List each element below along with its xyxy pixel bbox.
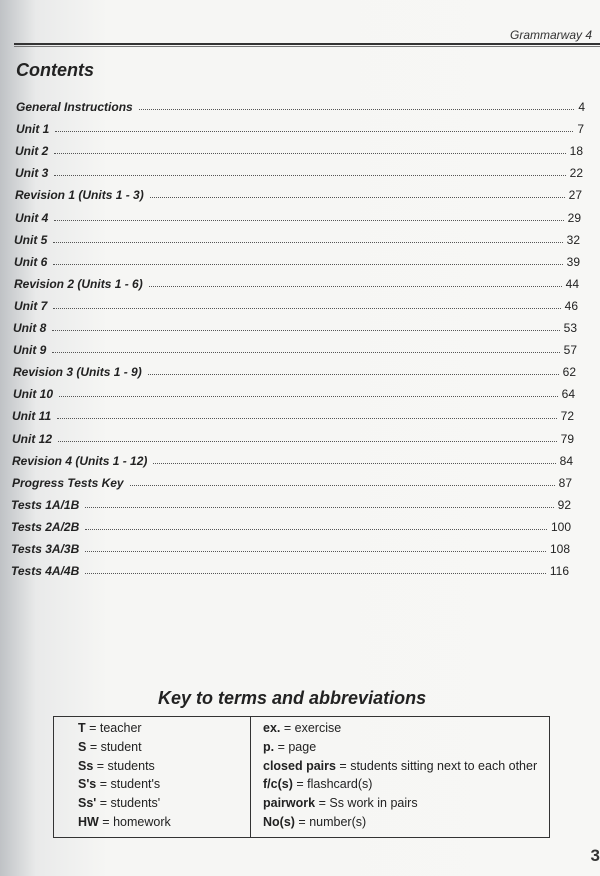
toc-entry-page: 64 xyxy=(561,387,575,402)
key-definition: = page xyxy=(274,739,317,754)
toc-entry-label: Tests 2A/2B xyxy=(11,519,80,534)
toc-leader-dots xyxy=(85,506,553,508)
toc-leader-dots xyxy=(130,484,555,486)
toc-entry-title xyxy=(12,454,147,468)
toc-entry-title xyxy=(14,299,47,313)
toc-entry-title xyxy=(12,476,124,490)
key-entry xyxy=(78,759,155,773)
toc-leader-dots xyxy=(148,373,559,375)
toc-entry-label: Revision 4 xyxy=(12,453,73,468)
toc-entry-page: 39 xyxy=(566,254,580,269)
toc-entry-title xyxy=(16,122,49,136)
toc-entry-title xyxy=(11,564,79,578)
toc-leader-dots xyxy=(59,395,558,397)
key-term: p. xyxy=(263,739,275,754)
toc-entry-page: 44 xyxy=(565,276,579,291)
toc-entry-label: Unit 12 xyxy=(12,431,53,446)
key-entry xyxy=(78,721,142,735)
toc-entry xyxy=(15,162,583,180)
toc-leader-dots xyxy=(153,462,555,464)
toc-entry-label: Revision 2 xyxy=(14,276,75,291)
toc-entry-label: Unit 5 xyxy=(14,232,48,247)
toc-entry xyxy=(14,273,579,291)
toc-entry xyxy=(11,538,570,556)
toc-entry-page: 7 xyxy=(577,122,584,137)
toc-leader-dots xyxy=(53,307,560,309)
toc-entry-range: (Units 1 - 6) xyxy=(74,276,143,291)
key-definition: = student xyxy=(86,739,142,754)
toc-entry-label: Unit 4 xyxy=(15,210,49,225)
key-entry xyxy=(263,777,372,791)
header-rule xyxy=(14,43,600,45)
toc-entry-title xyxy=(16,100,133,114)
toc-entry xyxy=(13,339,577,357)
toc-entry-page: 32 xyxy=(566,232,580,247)
toc-entry-title xyxy=(13,365,142,379)
toc-leader-dots xyxy=(52,329,559,331)
toc-entry xyxy=(13,361,576,379)
toc-entry-title xyxy=(11,498,79,512)
key-column-left xyxy=(54,717,251,837)
toc-entry-title xyxy=(14,255,47,269)
toc-entry-page: 116 xyxy=(549,564,569,579)
toc-entry-label: Tests 1A/1B xyxy=(11,497,80,512)
toc-entry-label: Unit 8 xyxy=(13,321,47,335)
toc-entry xyxy=(11,516,571,534)
toc-leader-dots xyxy=(85,528,547,530)
toc-entry xyxy=(12,450,573,468)
key-entry xyxy=(78,777,160,791)
toc-entry-title xyxy=(14,233,47,247)
toc-entry-label: Revision 3 xyxy=(13,365,74,380)
toc-entry-title xyxy=(13,387,53,401)
key-entry xyxy=(263,796,418,810)
key-term: f/c(s) xyxy=(263,777,293,792)
toc-leader-dots xyxy=(54,219,563,221)
toc-entry xyxy=(16,118,584,136)
toc-entry xyxy=(12,405,574,423)
toc-entry-title xyxy=(15,144,48,158)
key-term: HW xyxy=(78,815,99,829)
key-definition: = exercise xyxy=(280,721,342,735)
toc-leader-dots xyxy=(150,196,565,198)
key-definition: = students' xyxy=(96,796,161,811)
toc-entry xyxy=(15,207,581,225)
toc-entry xyxy=(15,184,582,202)
toc-entry-page: 22 xyxy=(569,166,583,181)
toc-entry-title xyxy=(11,520,79,534)
toc-entry-page: 79 xyxy=(560,431,574,446)
toc-entry-page: 72 xyxy=(560,409,574,424)
toc-entry-range: (Units 1 - 9) xyxy=(73,365,142,380)
key-term: T xyxy=(78,721,86,735)
toc-entry-range: (Units 1 - 3) xyxy=(75,188,144,203)
key-term: pairwork xyxy=(263,796,316,811)
page-number: 3 xyxy=(590,846,600,865)
toc-entry-label: Unit 3 xyxy=(15,166,49,181)
toc-entry xyxy=(14,295,578,313)
toc-entry-label: Unit 6 xyxy=(14,254,48,269)
key-definition: = Ss work in pairs xyxy=(315,796,418,811)
key-term: Ss' xyxy=(78,796,97,811)
toc-leader-dots xyxy=(139,108,575,110)
toc-entry-label: General Instructions xyxy=(16,100,133,114)
toc-entry-title xyxy=(14,277,143,291)
toc-entry-label: Unit 11 xyxy=(12,409,52,424)
toc-leader-dots xyxy=(53,263,562,265)
toc-entry xyxy=(16,96,585,114)
toc-leader-dots xyxy=(55,130,573,132)
key-entry xyxy=(78,815,171,829)
toc-entry-page: 57 xyxy=(563,343,577,358)
key-term: S xyxy=(78,739,87,754)
key-definition: = number(s) xyxy=(294,815,367,829)
key-entry xyxy=(78,796,160,810)
key-table xyxy=(53,716,550,838)
toc-leader-dots xyxy=(54,152,565,154)
key-entry xyxy=(263,815,366,829)
key-term: Ss xyxy=(78,758,94,773)
key-term: ex. xyxy=(263,721,281,735)
toc-entry-page: 62 xyxy=(562,365,576,380)
key-entry xyxy=(263,759,537,773)
toc-entry-label: Unit 7 xyxy=(14,298,48,313)
toc-entry xyxy=(12,428,574,446)
key-definition: = homework xyxy=(98,815,171,829)
key-entry xyxy=(263,740,316,754)
toc-entry xyxy=(11,560,569,578)
toc-entry-range: (Units 1 - 12) xyxy=(72,453,148,468)
key-column-right xyxy=(251,717,549,837)
toc-entry-title xyxy=(12,432,52,446)
toc-entry xyxy=(14,251,580,269)
toc-leader-dots xyxy=(53,241,562,243)
toc-entry-label: Unit 9 xyxy=(13,343,47,358)
toc-entry-label: Tests 3A/3B xyxy=(11,542,80,556)
running-head: Grammarway 4 xyxy=(509,28,592,42)
toc-entry-label: Unit 2 xyxy=(15,144,49,159)
toc-entry-title xyxy=(11,542,79,556)
toc-leader-dots xyxy=(54,174,565,176)
toc-entry xyxy=(14,229,580,247)
toc-entry-page: 108 xyxy=(549,542,570,556)
toc-leader-dots xyxy=(149,285,562,287)
key-definition: = student's xyxy=(96,777,161,792)
key-definition: = students sitting next to each other xyxy=(335,758,538,773)
header-rule-thin xyxy=(14,46,600,47)
key-definition: = students xyxy=(93,758,155,773)
toc-leader-dots xyxy=(52,351,559,353)
toc-entry xyxy=(12,472,572,490)
toc-entry-page: 46 xyxy=(564,298,578,313)
toc-entry xyxy=(13,317,577,335)
key-term: S's xyxy=(78,777,97,792)
toc-entry-title xyxy=(13,321,46,335)
toc-entry-title xyxy=(15,211,48,225)
key-entry xyxy=(263,721,341,735)
toc-entry xyxy=(13,383,575,401)
toc-entry-page: 87 xyxy=(558,475,572,490)
toc-entry xyxy=(11,494,571,512)
toc-entry-label: Unit 1 xyxy=(16,122,50,137)
toc-entry-title xyxy=(15,188,144,202)
key-title: Key to terms and abbreviations xyxy=(158,688,427,708)
key-term: closed pairs xyxy=(263,758,336,773)
key-entry xyxy=(78,740,142,754)
toc-entry-page: 27 xyxy=(568,188,582,203)
page-title: Contents xyxy=(16,60,94,80)
toc-entry-page: 29 xyxy=(567,210,581,225)
toc-entry-page: 18 xyxy=(569,144,583,159)
toc-entry-label: Tests 4A/4B xyxy=(11,564,80,579)
toc-entry-page: 100 xyxy=(550,519,571,534)
toc-entry-label: Revision 1 xyxy=(15,188,76,203)
toc-entry-page: 4 xyxy=(578,100,585,114)
toc-leader-dots xyxy=(85,550,546,552)
toc-entry-title xyxy=(12,409,51,423)
toc-entry-label: Unit 10 xyxy=(13,387,54,402)
key-term: No(s) xyxy=(263,815,295,829)
toc-entry-title xyxy=(15,166,48,180)
toc-entry-page: 92 xyxy=(557,497,571,512)
toc-entry-page: 84 xyxy=(559,453,573,468)
toc-entry-page: 53 xyxy=(563,321,577,335)
toc-leader-dots xyxy=(85,572,546,574)
toc-entry-label: Progress Tests Key xyxy=(12,475,124,490)
key-definition: = teacher xyxy=(85,721,142,735)
toc-leader-dots xyxy=(58,440,557,442)
key-definition: = flashcard(s) xyxy=(292,777,373,792)
toc-entry xyxy=(15,140,583,158)
toc-leader-dots xyxy=(57,417,557,419)
toc-entry-title xyxy=(13,343,46,357)
